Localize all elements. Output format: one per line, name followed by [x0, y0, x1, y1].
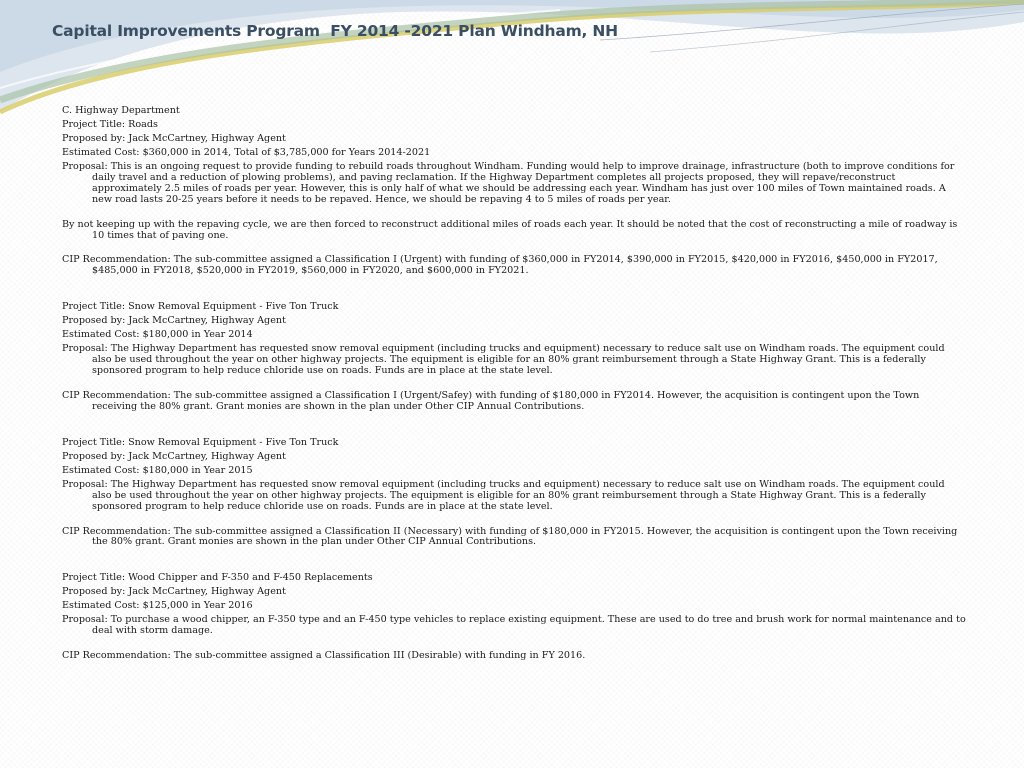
proposal-text: Proposal: To purchase a wood chipper, an F-350 type and an F-450 type vehicles to replace existing equipment. These are used to do tree and brush work for normal maintenance and to deal with storm damage. — [62, 614, 966, 637]
cip-recommendation: CIP Recommendation: The sub-committee assigned a Classification III (Desirable) with funding in FY 2016. — [62, 650, 586, 662]
proposed-by: Proposed by: Jack McCartney, Highway Agent — [62, 315, 286, 327]
document-body — [62, 106, 966, 662]
page-title: Capital Improvements Program FY 2014 -2021 Plan Windham, NH — [52, 22, 618, 40]
section-spacer — [62, 277, 966, 302]
project-title: Project Title: Wood Chipper and F-350 and F-450 Replacements — [62, 572, 373, 584]
project-title: Project Title: Snow Removal Equipment - Five Ton Truck — [62, 301, 339, 313]
proposed-by: Proposed by: Jack McCartney, Highway Agent — [62, 450, 286, 462]
project-roads — [62, 120, 966, 277]
project-title: Project Title: Roads — [62, 119, 158, 130]
project-snow-removal-2015 — [62, 438, 966, 549]
proposal-text: Proposal: The Highway Department has requested snow removal equipment (including trucks and equipment) necessary to reduce salt use on Windham roads. The equipment could also be used throughout the year on other highway projects. The equipment is eligible for an 80% grant reimbursement through a State Highway Grant. This is a federally sponsored program to help reduce chloride use on roads. Funds are in place at the state level. — [62, 478, 945, 512]
cip-recommendation: CIP Recommendation: The sub-committee assigned a Classification I (Urgent) with funding of $360,000 in FY2014, $390,000 in FY2015, $420,000 in FY2016, $450,000 in FY2017, $485,000 in FY2018, $520,000 in FY2019, $560,000 in FY2020, and $600,000 in FY2021. — [62, 254, 938, 277]
proposed-by: Proposed by: Jack McCartney, Highway Agent — [62, 133, 286, 144]
cip-recommendation: CIP Recommendation: The sub-committee assigned a Classification I (Urgent/Safey) with funding of $180,000 in FY2014. However, the acquisition is contingent upon the Town receiving the 80% grant. Grant monies are shown in the plan under Other CIP Annual Contributions. — [62, 389, 920, 412]
estimated-cost: Estimated Cost: $180,000 in Year 2015 — [62, 464, 253, 476]
project-title: Project Title: Snow Removal Equipment - Five Ton Truck — [62, 436, 339, 448]
estimated-cost: Estimated Cost: $180,000 in Year 2014 — [62, 329, 253, 341]
estimated-cost: Estimated Cost: $125,000 in Year 2016 — [62, 600, 253, 612]
department-heading: C. Highway Department — [62, 105, 180, 116]
proposed-by: Proposed by: Jack McCartney, Highway Agent — [62, 586, 286, 598]
repaving-note: By not keeping up with the repaving cycle, we are then forced to reconstruct additional miles of roads each year. It should be noted that the cost of reconstructing a mile of roadway is 10 times that of paving one. — [62, 218, 958, 241]
cip-recommendation: CIP Recommendation: The sub-committee assigned a Classification II (Necessary) with funding of $180,000 in FY2015. However, the acquisition is contingent upon the Town receiving the 80% grant. Grant monies are shown in the plan under Other CIP Annual Contributions. — [62, 525, 958, 548]
proposal-text: Proposal: This is an ongoing request to provide funding to rebuild roads throughout Windham. Funding would help to improve drainage, infrastructure (both to improve conditions for daily travel and a reduction of plowing problems), and paving reclamation. If the Highway Department completes all projects proposed, they will repave/reconstruct approximately 2.5 miles of roads per year. However, this is only half of what we should be addressing each year. Windham has just over 100 miles of Town maintained roads. A new road lasts 20-25 years before it needs to be repaved. Hence, we should be repaving 4 to 5 miles of roads per year. — [62, 161, 955, 205]
project-snow-removal-2014 — [62, 302, 966, 413]
section-spacer — [62, 413, 966, 438]
project-wood-chipper — [62, 573, 966, 662]
estimated-cost: Estimated Cost: $360,000 in 2014, Total of $3,785,000 for Years 2014-2021 — [62, 147, 431, 158]
proposal-text: Proposal: The Highway Department has requested snow removal equipment (including trucks and equipment) necessary to reduce salt use on Windham roads. The equipment could also be used throughout the year on other highway projects. The equipment is eligible for an 80% grant reimbursement through a State Highway Grant. This is a federally sponsored program to help reduce chloride use on roads. Funds are in place at the state level. — [62, 343, 945, 377]
section-spacer — [62, 548, 966, 573]
